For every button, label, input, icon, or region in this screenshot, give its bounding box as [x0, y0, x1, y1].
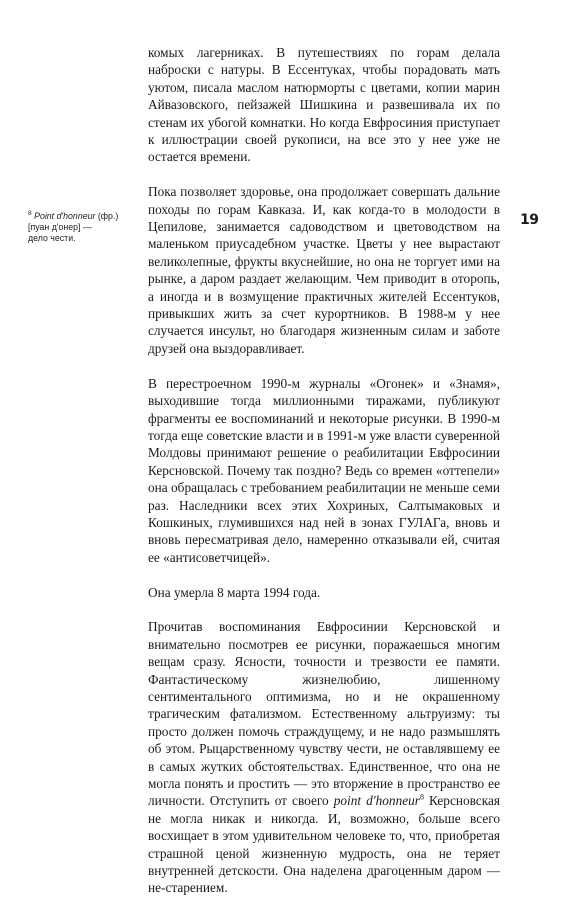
footnote-reference: 8 [419, 792, 424, 802]
sidenote-number: 8 [28, 210, 32, 218]
page-number: 19 [520, 212, 539, 228]
paragraph-1: комых лагерниках. В путешествиях по горам делала наброски с натуры. В Ессентуках, чтобы порадовать мать уютом, писала маслом натюрморты с цветами, копии марин Айвазовского, пейзажей Шишкина и развешивала их по стенам их убогой комнатки. Но когда Евфросиния приступает к иллюстрации своей рукописи, на все это у нее уже не остается времени. [148, 45, 500, 165]
paragraph-2: Пока позволяет здоровье, она продолжает совершать дальние походы по горам Кавказа. И, как когда-то в молодости в Цепилове, занимается садоводством и цветоводством на маленьком приусадебном участке. Цветы у нее вырастают великолепные, фрукты вкуснейшие, но она не торгует ими на рынке, а даром раздает желающим. Чем приводит в оторопь, а иногда и в возмущение практичных жителей Ессентуков, привыкших жить за счет курортников. В 1988-м у нее случается инсульт, но благодаря жизненным силам и заботе друзей она выздоравливает. [148, 184, 500, 356]
paragraph-5-start: Прочитав воспоминания Евфросинии Керсновской и внимательно посмотрев ее рисунки, поражаешься многим вещам сразу. Ясности, точности и трезвости ее памяти. Фантастическому жизнелюбию, лишенному сентиментального оптимизма, но и не окрашенному трагическим фатализмом. Естественному альтруизму: ты просто должен помочь страждущему, и не надо размышлять об этом. Рыцарственному чувству чести, не оставлявшему ее в самых жутких обстоятельствах. Единственное, что она не могла понять и простить — это вторжение в пространство ее личности. Отступить от своего [148, 619, 500, 809]
sidenote-translation: дело чести. [28, 233, 76, 243]
paragraph-3: В перестроечном 1990-м журналы «Огонек» и «Знамя», выходившие тогда миллионными тиражами, публикуют фрагменты ее воспоминаний и некоторые рисунки. В 1990-м тогда еще советские власти и в 1991-м уже власти суверенной Молдовы принимают решение о реабилитации Евфросинии Керсновской. Почему так поздно? Ведь со времен «оттепели» она обращалась с требованием реабилитации не меньше семи раз. Наследники всех этих Хохриных, Салтымаковых и Кошкиных, глумившихся над ней в зонах ГУЛАГа, вновь и вновь пересматривая дело, намеренно отказывали ей, считая ее «антисоветчицей». [148, 375, 500, 565]
paragraph-5-end: Керсновская не могла никак и никогда. И, возможно, больше всего восхищает в этом удивительном человеке то, что, приобретая страшной ценой жизненную мудрость, она не теряет внутренней детскости. Она наделена драгоценным даром — не-старением. [148, 793, 500, 896]
paragraph-5 [148, 618, 500, 897]
main-text [148, 44, 500, 897]
sidenote [28, 211, 128, 244]
sidenote-term: Point d'honneur [34, 211, 96, 221]
paragraph-5-term: point d'honneur [333, 793, 420, 809]
paragraph-4: Она умерла 8 марта 1994 года. [148, 584, 321, 600]
sidenote-language: (фр.) [95, 211, 119, 221]
sidenote-pronunciation: [пуан д'онер] — [28, 222, 92, 232]
